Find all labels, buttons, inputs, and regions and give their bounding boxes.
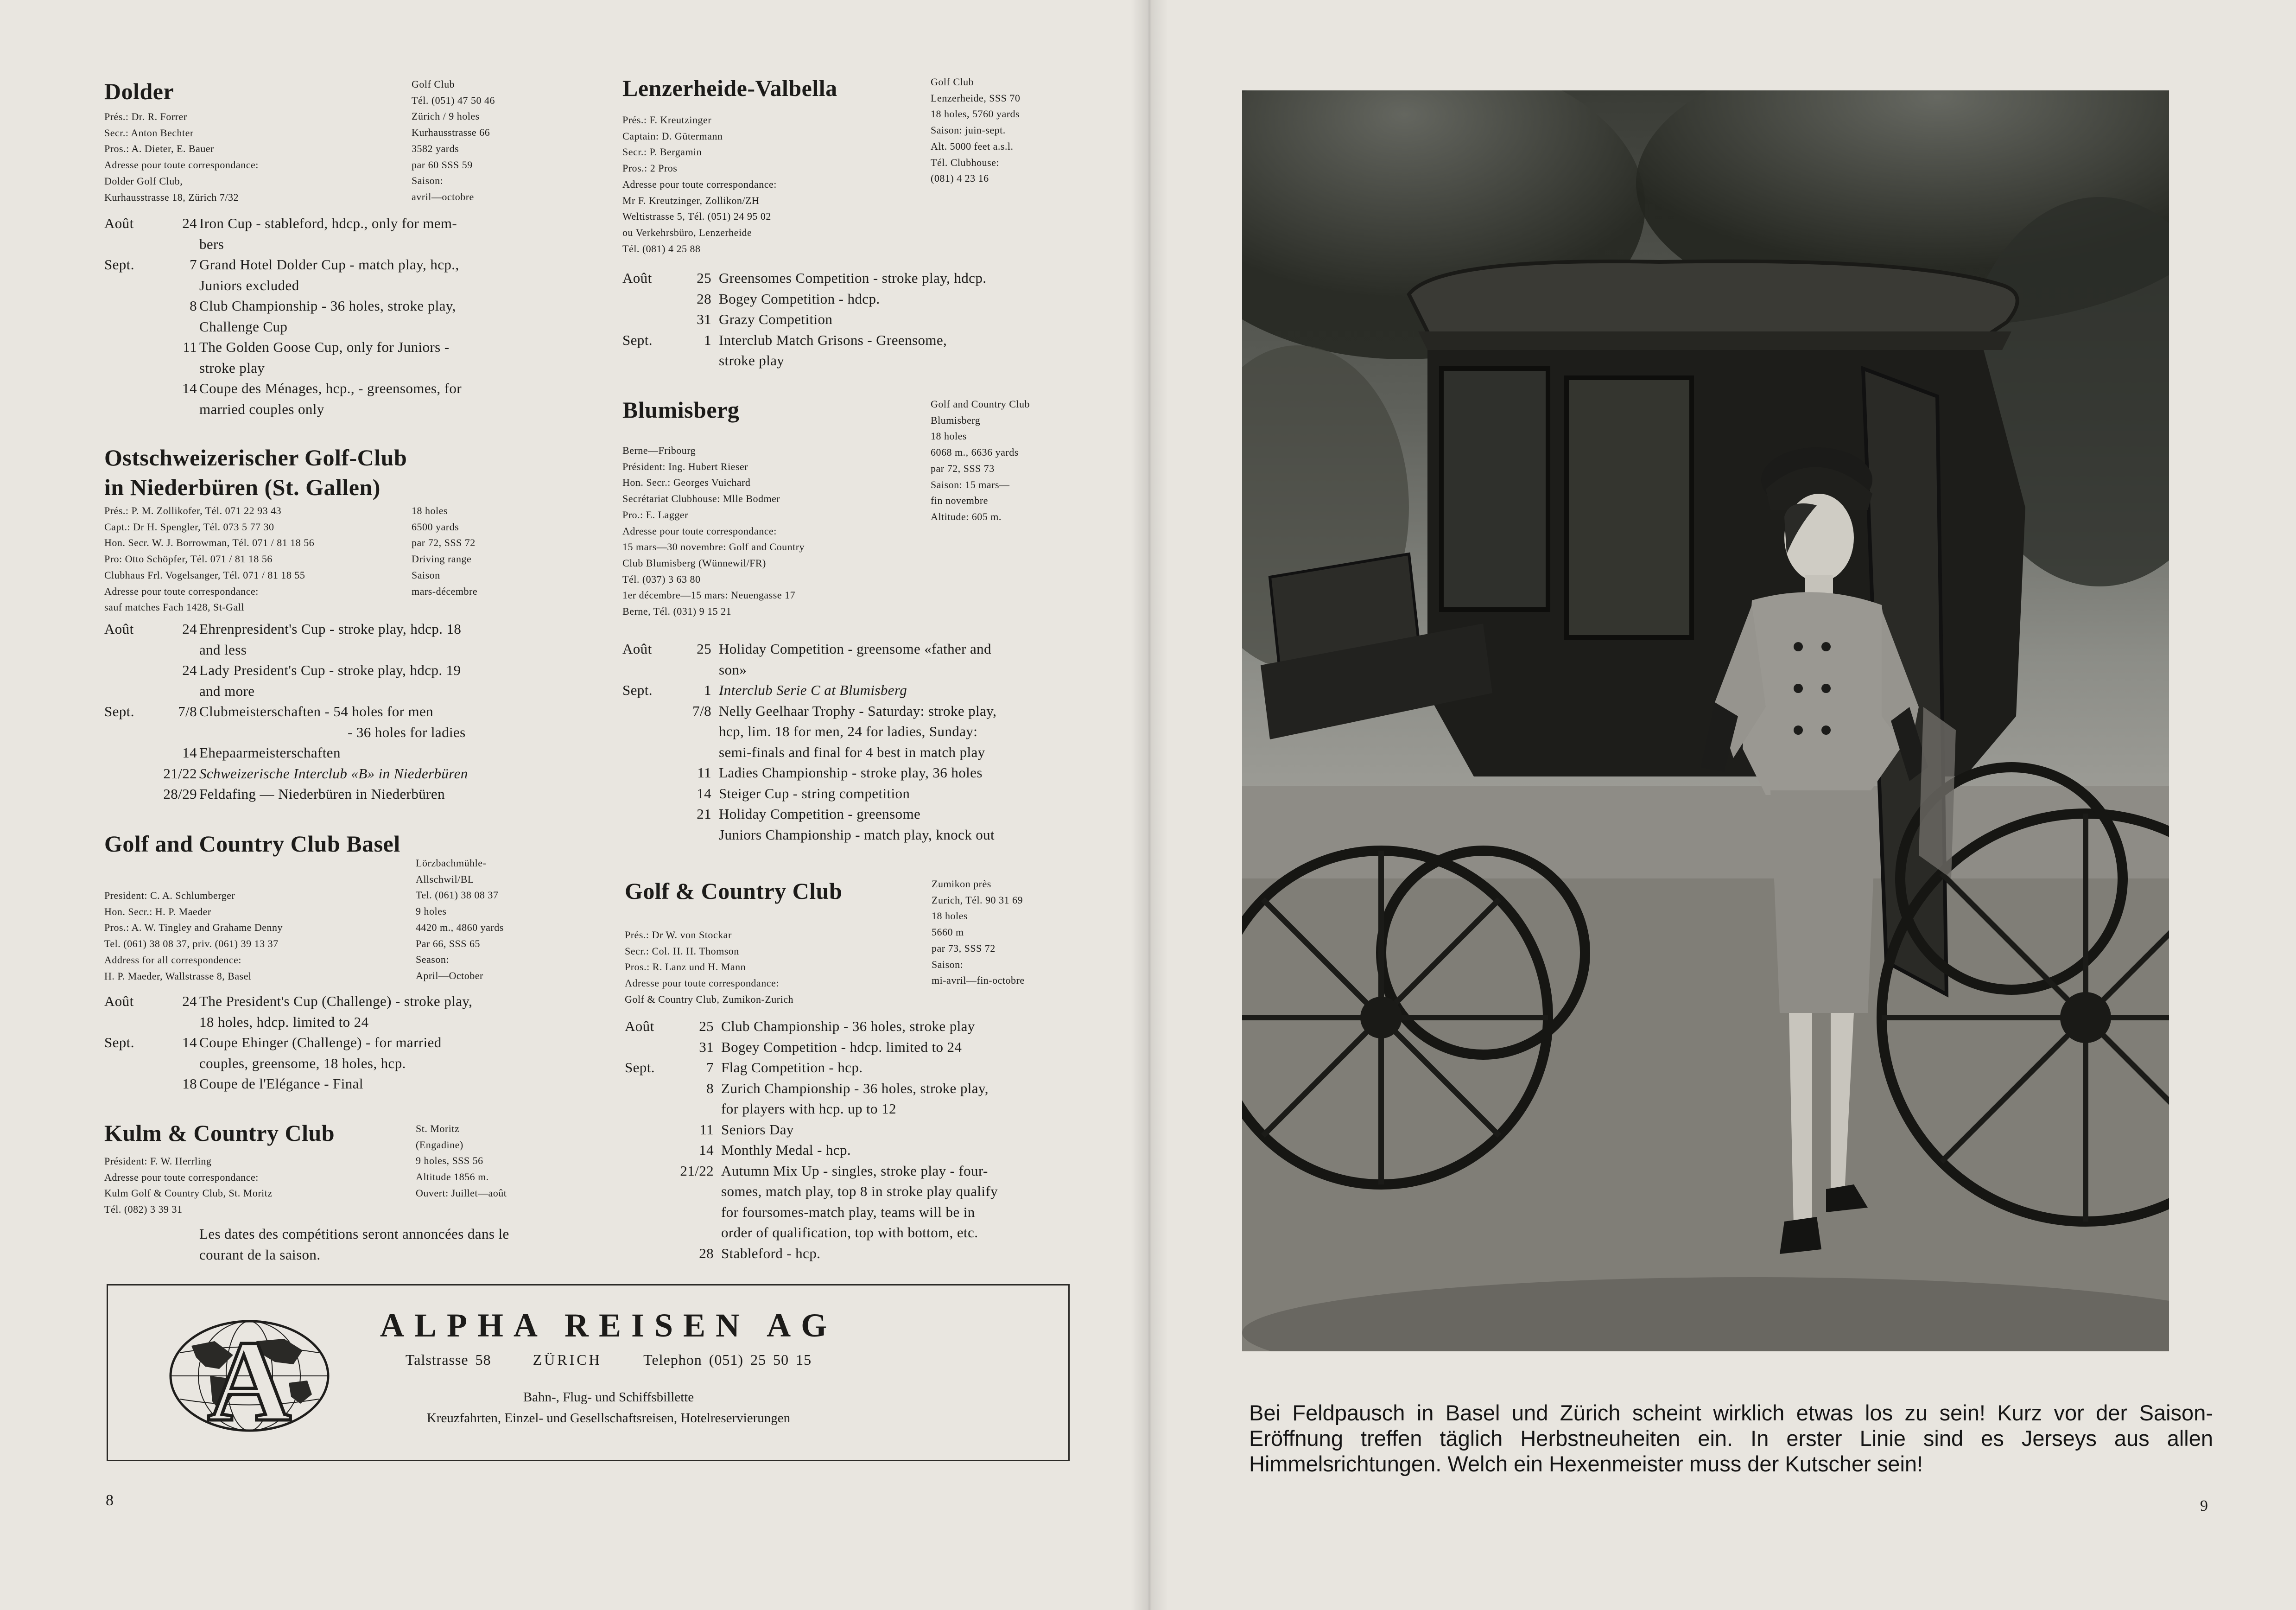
event-month: Août xyxy=(104,621,134,637)
event-day: 14 xyxy=(182,1034,197,1050)
event-text: Challenge Cup xyxy=(199,318,288,335)
logo-letter: A xyxy=(207,1317,292,1438)
event-month: Sept. xyxy=(625,1059,655,1075)
event-month: Août xyxy=(622,270,652,286)
event-item xyxy=(625,1161,1070,1243)
event-item xyxy=(104,1032,548,1074)
event-item xyxy=(622,639,1067,680)
event-item xyxy=(104,784,548,805)
event-text: Club Championship - 36 holes, stroke play, xyxy=(199,298,456,314)
event-day: 25 xyxy=(697,270,711,286)
event-item xyxy=(622,309,1051,330)
event-day: 24 xyxy=(182,662,197,678)
event-text: Clubmeisterschaften - 54 holes for men xyxy=(199,703,434,719)
event-item xyxy=(625,1016,1070,1037)
event-text: Juniors Championship - match play, knock out xyxy=(719,826,995,843)
club-zumikon xyxy=(625,876,921,906)
carriage-photo-illustration xyxy=(1242,90,2169,1351)
event-day: 21/22 xyxy=(680,1162,714,1179)
event-text: and less xyxy=(199,641,247,658)
event-day: 25 xyxy=(697,641,711,657)
club-info: Prés.: Dr W. von Stockar Secr.: Col. H. H. Thomson Pros.: R. Lanz und H. Mann Adresse pour toute correspondance: Golf & Country Club, Zumikon-Zurich xyxy=(625,929,793,1005)
club-meta: Golf Club Tél. (051) 47 50 46 Zürich / 9 holes Kurhausstrasse 66 3582 yards par 60 SSS 59 Saison: avril—octobre xyxy=(412,78,495,203)
event-item xyxy=(104,743,548,764)
event-text: bers xyxy=(199,235,224,252)
event-month: Sept. xyxy=(104,703,134,719)
event-item xyxy=(104,660,548,701)
club-name: Golf and Country Club Basel xyxy=(104,831,400,857)
event-text: Iron Cup - stableford, hdcp., only for mem- xyxy=(199,215,457,231)
event-item xyxy=(104,296,548,337)
note-line: Les dates des compétitions seront annoncées dans le xyxy=(199,1226,509,1242)
event-text: and more xyxy=(199,682,255,699)
event-item xyxy=(104,378,548,420)
event-day: 14 xyxy=(182,380,197,396)
event-text: Schweizerische Interclub «B» in Niederbüren xyxy=(199,765,468,782)
club-lenzerheide xyxy=(622,73,947,103)
event-item xyxy=(104,701,548,743)
event-month: Sept. xyxy=(104,1034,134,1050)
event-text: Ehepaarmeisterschaften xyxy=(199,745,341,761)
club-info: Prés.: Dr. R. Forrer Secr.: Anton Bechter Pros.: A. Dieter, E. Bauer Adresse pour toute correspondance: Dolder Golf Club, Kurhausstrasse 18, Zürich 7/32 xyxy=(104,111,259,203)
event-item xyxy=(622,268,1051,289)
event-text: somes, match play, top 8 in stroke play qualify xyxy=(721,1183,998,1199)
event-text: for foursomes-match play, teams will be in xyxy=(721,1203,975,1220)
event-text: couples, greensome, 18 holes, hcp. xyxy=(199,1055,406,1071)
event-day: 1 xyxy=(704,682,711,698)
club-meta: St. Moritz (Engadine) 9 holes, SSS 56 Altitude 1856 m. Ouvert: Juillet—août xyxy=(416,1123,507,1199)
event-day: 31 xyxy=(699,1038,714,1055)
event-list xyxy=(104,619,548,805)
event-text: Zurich Championship - 36 holes, stroke play, xyxy=(721,1080,989,1096)
event-item xyxy=(625,1120,1070,1140)
event-text: 18 holes, hdcp. limited to 24 xyxy=(199,1013,369,1030)
event-text: Bogey Competition - hdcp. limited to 24 xyxy=(721,1038,962,1055)
ad-services-line: Bahn-, Flug- und Schiffsbillette xyxy=(523,1390,694,1405)
event-day: 24 xyxy=(182,621,197,637)
event-text: married couples only xyxy=(199,401,324,417)
club-meta: Golf Club Lenzerheide, SSS 70 18 holes, 5760 yards Saison: juin-sept. Alt. 5000 feet a.s.l. Tél. Clubhouse: (081) 4 23 16 xyxy=(931,76,1021,185)
ad-city: ZÜRICH xyxy=(533,1351,602,1368)
club-ostschweizerischer xyxy=(104,443,568,502)
ad-phone: Telephon (051) 25 50 15 xyxy=(643,1351,812,1368)
event-item xyxy=(622,680,1067,701)
event-text: stroke play xyxy=(199,359,265,376)
club-blumisberg xyxy=(622,395,901,425)
page-number: 8 xyxy=(106,1492,114,1509)
event-text: Club Championship - 36 holes, stroke play xyxy=(721,1018,975,1034)
event-text: Coupe des Ménages, hcp., - greensomes, for xyxy=(199,380,462,396)
event-text: Interclub Match Grisons - Greensome, xyxy=(719,331,947,348)
event-text: Coupe Ehinger (Challenge) - for married xyxy=(199,1034,442,1050)
event-item xyxy=(104,619,548,660)
event-text: The President's Cup (Challenge) - stroke play, xyxy=(199,993,473,1009)
event-text: Steiger Cup - string competition xyxy=(719,785,910,802)
club-note xyxy=(199,1224,552,1265)
event-text: Seniors Day xyxy=(721,1121,794,1138)
club-basel xyxy=(104,829,568,859)
club-name-line2: in Niederbüren (St. Gallen) xyxy=(104,474,381,500)
event-text: Flag Competition - hcp. xyxy=(721,1059,863,1075)
event-item xyxy=(104,764,548,784)
event-item xyxy=(625,1057,1070,1078)
event-list xyxy=(104,213,548,420)
event-text: Nelly Geelhaar Trophy - Saturday: stroke play, xyxy=(719,702,997,719)
event-item xyxy=(622,804,1067,845)
event-day: 28/29 xyxy=(163,786,197,802)
page-number: 9 xyxy=(2200,1497,2208,1515)
event-day: 18 xyxy=(182,1075,197,1092)
photo-caption: Bei Feldpausch in Basel und Zürich scheint wirklich etwas los zu sein! Kurz vor der Saison-Eröffnung treffen täglich Herbstneuheiten ein. In erster Linie sind es Jerseys aus allen Himmelsrichtungen. Welch ein Hexenmeister muss der Kutscher sein! xyxy=(1249,1400,2213,1476)
event-day: 7/8 xyxy=(692,702,711,719)
event-text: Ehrenpresident's Cup - stroke play, hdcp. 18 xyxy=(199,621,462,637)
event-text: hcp, lim. 18 for men, 24 for ladies, Sunday: xyxy=(719,723,978,739)
event-item xyxy=(625,1078,1070,1120)
event-item xyxy=(625,1140,1070,1161)
club-name: Blumisberg xyxy=(622,397,740,423)
event-text: Grand Hotel Dolder Cup - match play, hcp., xyxy=(199,256,459,273)
event-text: for players with hcp. up to 12 xyxy=(721,1101,896,1117)
event-month: Août xyxy=(622,641,652,657)
event-list xyxy=(622,268,1051,371)
club-meta: Golf and Country Club Blumisberg 18 holes 6068 m., 6636 yards par 72, SSS 73 Saison: 15 mars— fin novembre Altitude: 605 m. xyxy=(931,398,1030,522)
alpha-reisen-ad xyxy=(107,1284,1070,1461)
event-list xyxy=(104,991,548,1095)
event-text: Feldafing — Niederbüren in Niederbüren xyxy=(199,786,445,802)
event-text: The Golden Goose Cup, only for Juniors - xyxy=(199,339,450,355)
club-info: Prés.: F. Kreutzinger Captain: D. Gütermann Secr.: P. Bergamin Pros.: 2 Pros Adresse pour toute correspondance: Mr F. Kreutzinger, Zollikon/ZH Weltistrasse 5, Tél. (051) 24 95 02 ou Verkehrsbüro, Lenzerheide Tél. (081) 4 25 88 xyxy=(622,114,777,255)
event-day: 24 xyxy=(182,215,197,231)
club-info: Président: F. W. Herrling Adresse pour toute correspondance: Kulm Golf & Country Club, St. Moritz Tél. (082) 3 39 31 xyxy=(104,1155,273,1215)
event-item xyxy=(622,783,1067,804)
event-month: Août xyxy=(625,1018,654,1034)
event-item xyxy=(625,1037,1070,1058)
club-name: Ostschweizerischer Golf-Club xyxy=(104,445,407,471)
event-day: 14 xyxy=(697,785,711,802)
book-gutter xyxy=(1131,0,1168,1610)
event-item xyxy=(622,701,1067,763)
event-text: Monthly Medal - hcp. xyxy=(721,1142,851,1158)
ad-address xyxy=(354,1351,863,1368)
note-line: courant de la saison. xyxy=(199,1246,321,1263)
event-text: Coupe de l'Elégance - Final xyxy=(199,1075,363,1092)
event-month: Sept. xyxy=(104,256,134,273)
event-day: 25 xyxy=(699,1018,714,1034)
event-text: Autumn Mix Up - singles, stroke play - four- xyxy=(721,1162,988,1179)
event-month: Août xyxy=(104,215,134,231)
event-text: Holiday Competition - greensome xyxy=(719,806,921,822)
event-day: 21 xyxy=(697,806,711,822)
event-item xyxy=(622,763,1067,783)
event-text: Interclub Serie C at Blumisberg xyxy=(719,682,907,698)
club-name: Dolder xyxy=(104,78,174,104)
event-day: 8 xyxy=(190,298,197,314)
event-text: Bogey Competition - hdcp. xyxy=(719,290,880,307)
event-text: order of qualification, top with bottom, etc. xyxy=(721,1224,978,1241)
club-meta: 18 holes 6500 yards par 72, SSS 72 Driving range Saison mars-décembre xyxy=(412,505,478,597)
event-month: Sept. xyxy=(622,682,653,698)
event-item xyxy=(104,255,548,296)
event-day: 7 xyxy=(706,1059,714,1075)
ad-company-name: ALPHA REISEN AG xyxy=(380,1307,837,1344)
event-text: Holiday Competition - greensome «father and xyxy=(719,641,991,657)
event-day: 24 xyxy=(182,993,197,1009)
globe-logo-icon xyxy=(164,1313,335,1438)
club-info: President: C. A. Schlumberger Hon. Secr.: H. P. Maeder Pros.: A. W. Tingley and Grahame Denny Tel. (061) 38 08 37, priv. (061) 39 13 37 Address for all correspondence: H. P. Maeder, Wallstrasse 8, Basel xyxy=(104,890,283,982)
event-list xyxy=(625,1016,1070,1264)
event-day: 11 xyxy=(699,1121,714,1138)
event-item xyxy=(625,1243,1070,1264)
event-text: Lady President's Cup - stroke play, hdcp. 19 xyxy=(199,662,461,678)
club-info: Prés.: P. M. Zollikofer, Tél. 071 22 93 43 Capt.: Dr H. Spengler, Tél. 073 5 77 30 Hon. Secr. W. J. Borrowman, Tél. 071 / 81 18 56 Pro: Otto Schöpfer, Tél. 071 / 81 18 56 Clubhaus Frl. Vogelsanger, Tél. 071 / 81 18 55 Adresse pour toute correspondance: sauf matches Fach 1428, St-Gall xyxy=(104,505,315,613)
event-item xyxy=(622,289,1051,310)
event-day: 11 xyxy=(697,764,711,781)
event-text: Grazy Competition xyxy=(719,311,833,327)
club-name: Kulm & Country Club xyxy=(104,1120,335,1146)
event-day: 31 xyxy=(697,311,711,327)
event-item xyxy=(104,991,548,1032)
club-meta: Lörzbachmühle- Allschwil/BL Tel. (061) 38 08 37 9 holes 4420 m., 4860 yards Par 66, SSS 65 Season: April—October xyxy=(416,857,504,981)
event-month: Sept. xyxy=(622,331,653,348)
event-item xyxy=(104,337,548,378)
event-day: 14 xyxy=(182,745,197,761)
event-day: 28 xyxy=(699,1245,714,1261)
event-day: 7/8 xyxy=(178,703,197,719)
event-item xyxy=(622,330,1051,371)
event-month: Août xyxy=(104,993,134,1009)
club-info: Berne—Fribourg Président: Ing. Hubert Rieser Hon. Secr.: Georges Vuichard Secrétariat Clubhouse: Mlle Bodmer Pro.: E. Lagger Adresse pour toute correspondance: 15 mars—30 novembre: Golf and Country Club Blumisberg (Wünnewil/FR) Tél. (037) 3 63 80 1er décembre—15 mars: Neuengasse 17 Berne, Tél. (031) 9 15 21 xyxy=(622,445,805,617)
club-meta: Zumikon près Zurich, Tél. 90 31 69 18 holes 5660 m par 73, SSS 72 Saison: mi-avril—fin-octobre xyxy=(932,878,1025,986)
event-day: 8 xyxy=(706,1080,714,1096)
event-text: Greensomes Competition - stroke play, hdcp. xyxy=(719,270,987,286)
event-text: son» xyxy=(719,661,747,678)
event-item xyxy=(104,213,548,255)
event-text: - 36 holes for ladies xyxy=(348,724,466,740)
club-name: Lenzerheide-Valbella xyxy=(622,75,837,101)
event-day: 11 xyxy=(183,339,197,355)
event-day: 14 xyxy=(699,1142,714,1158)
photo-woman-carriage xyxy=(1242,90,2169,1351)
event-list xyxy=(622,639,1067,845)
event-text: stroke play xyxy=(719,352,785,369)
event-text: semi-finals and final for 4 best in match play xyxy=(719,744,985,760)
event-day: 1 xyxy=(704,331,711,348)
event-text: Ladies Championship - stroke play, 36 holes xyxy=(719,764,983,781)
event-day: 28 xyxy=(697,290,711,307)
event-text: Stableford - hcp. xyxy=(721,1245,821,1261)
ad-street: Talstrasse 58 xyxy=(405,1351,491,1368)
event-text: Juniors excluded xyxy=(199,277,299,293)
ad-services-line: Kreuzfahrten, Einzel- und Gesellschaftsreisen, Hotelreservierungen xyxy=(426,1411,791,1425)
event-day: 21/22 xyxy=(163,765,197,782)
event-day: 7 xyxy=(190,256,197,273)
event-item xyxy=(104,1074,548,1095)
club-name: Golf & Country Club xyxy=(625,878,843,904)
